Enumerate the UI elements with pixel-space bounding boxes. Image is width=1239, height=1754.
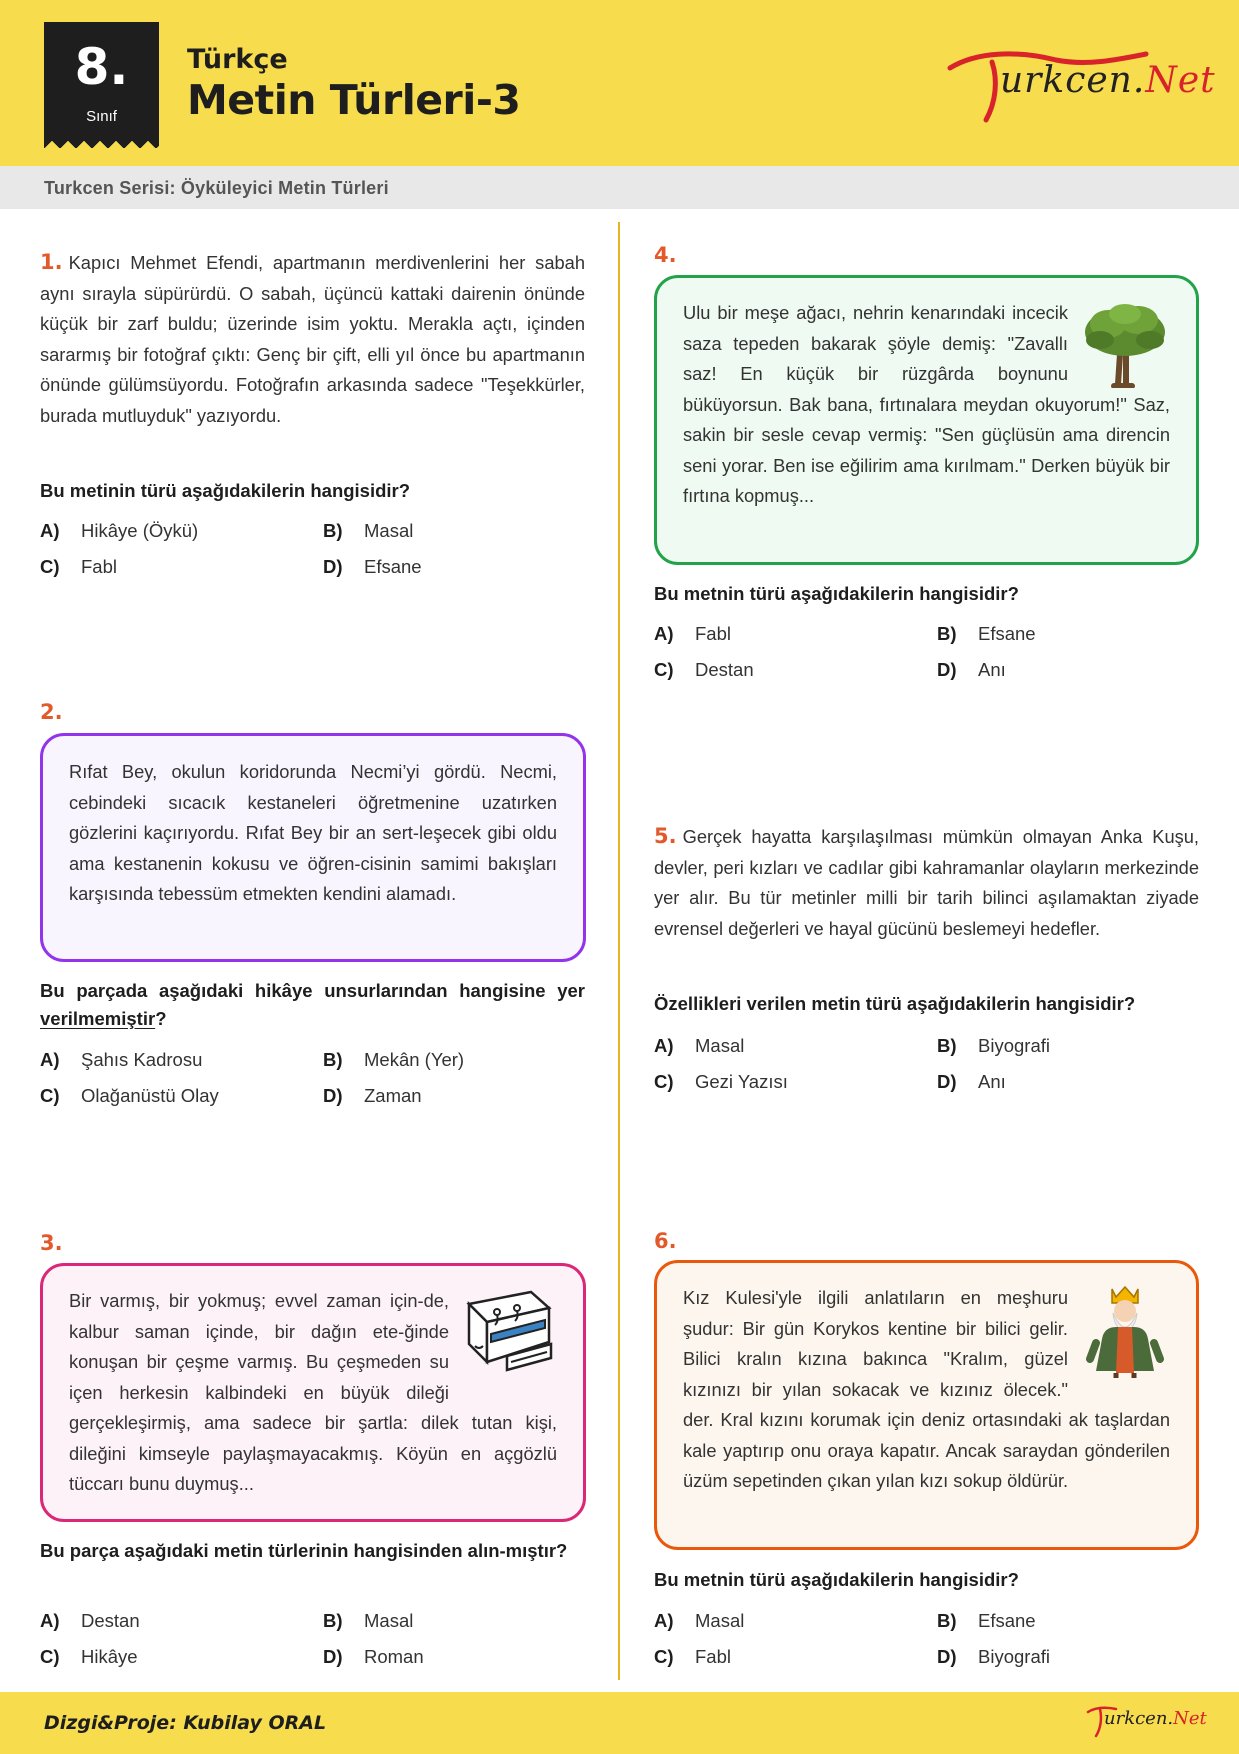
question-1-prompt: Bu metinin türü aşağıdakilerin hangisidir? — [40, 480, 411, 501]
question-4-option-a[interactable]: A) Fabl — [654, 623, 731, 644]
footer-credit: Dizgi&Proje: Kubilay ORAL — [44, 1712, 327, 1734]
question-4-prompt: Bu metnin türü aşağıdakilerin hangisidir? — [654, 583, 1019, 604]
question-3-prompt: Bu parça aşağıdaki metin türlerinin hangisinden alın-mıştır? — [40, 1540, 568, 1561]
logo-net-text: Net — [1145, 60, 1216, 101]
page-header — [0, 0, 1239, 166]
question-3-option-b[interactable]: B) Masal — [323, 1610, 414, 1631]
page-title: Metin Türleri-3 — [187, 76, 521, 124]
question-6-text: Kız Kulesi'yle ilgili anlatıların en meşhuru şudur: Bir gün Korykos kentine bir bilici gelir. Bilici kralın kızına bakınca "Kralım, güzel kızınızı bir yılan sokacak ve kızınız ölecek." der. Kral kızını korumak için deniz ortasındaki ak taşlardan kale yaptırıp onu oraya kapatır. Ancak saraydan gönderilen üzüm sepetinden çıkan yılan kızı sokup öldürür. — [683, 1287, 1170, 1491]
question-4-text: Ulu bir meşe ağacı, nehrin kenarındaki incecik saza tepeden bakarak şöyle demiş: "Zavallı saz! En küçük bir rüzgârda boynunu büküyorsun. Bak bana, fırtınalara meydan okuyorum!" Saz, sakin bir sesle cevap vermiş: "Sen güçlüsün ama direncin seni yorar. Ben ise eğilirim ama kırılmam." Derken büyük bir fırtına kopmuş... — [683, 302, 1170, 506]
question-4-box — [654, 275, 1199, 565]
question-1-option-c[interactable]: C) Fabl — [40, 556, 117, 577]
question-3-option-a[interactable]: A) Destan — [40, 1610, 140, 1631]
question-6-number: 6. — [654, 1229, 677, 1253]
question-5-prompt: Özellikleri verilen metin türü aşağıdakilerin hangisidir? — [654, 993, 1136, 1014]
question-5-option-d[interactable]: D) Anı — [937, 1071, 1006, 1092]
question-3-option-c[interactable]: C) Hikâye — [40, 1646, 138, 1667]
question-3-option-d[interactable]: D) Roman — [323, 1646, 424, 1667]
question-2-text: Rıfat Bey, okulun koridorunda Necmi’yi gördü. Necmi, cebindeki sıcacık kestaneleri öğretmenine uzatırken gözlerini kaçırıyordu. Rıfat Bey bir an sert-leşecek gibi oldu ama kestanenin kokusu ve öğren-cisinin samimi bakışları karşısında tebessüm etmekten kendini alamadı. — [69, 761, 557, 904]
question-4-option-c[interactable]: C) Destan — [654, 659, 754, 680]
fountain-icon — [461, 1286, 557, 1380]
question-4-option-b[interactable]: B) Efsane — [937, 623, 1036, 644]
question-2-option-b[interactable]: B) Mekân (Yer) — [323, 1049, 465, 1070]
question-5-number: 5. — [654, 824, 677, 848]
question-6-option-b[interactable]: B) Efsane — [937, 1610, 1036, 1631]
page-footer — [0, 1692, 1239, 1754]
question-6-option-d[interactable]: D) Biyografi — [937, 1646, 1050, 1667]
question-2-option-d[interactable]: D) Zaman — [323, 1085, 422, 1106]
logo-main-text: urkcen. — [1000, 60, 1146, 101]
question-1-option-b[interactable]: B) Masal — [323, 520, 414, 541]
oak-tree-icon — [1080, 298, 1170, 388]
question-1-number: 1. — [40, 250, 63, 274]
question-6-box — [654, 1260, 1199, 1550]
question-2-prompt: Bu parçada aşağıdaki hikâye unsurlarından hangisine yer verilmemiştir? — [40, 980, 585, 1029]
question-6-option-a[interactable]: A) Masal — [654, 1610, 745, 1631]
question-4-number: 4. — [654, 243, 677, 267]
question-1-option-a[interactable]: A) Hikâye (Öykü) — [40, 520, 199, 541]
grade-badge — [44, 22, 159, 136]
question-2-option-c[interactable]: C) Olağanüstü Olay — [40, 1085, 219, 1106]
column-divider — [618, 222, 620, 1680]
underlined-word: verilmemiştir — [40, 1008, 156, 1029]
question-3-number: 3. — [40, 1231, 63, 1255]
question-1-text — [40, 247, 585, 431]
grade-number: 8. — [74, 38, 129, 96]
question-5-option-a[interactable]: A) Masal — [654, 1035, 745, 1056]
question-4-option-d[interactable]: D) Anı — [937, 659, 1006, 680]
question-5-option-c[interactable]: C) Gezi Yazısı — [654, 1071, 788, 1092]
question-2-number: 2. — [40, 700, 63, 724]
subject-label: Türkçe — [187, 44, 288, 75]
question-1-option-d[interactable]: D) Efsane — [323, 556, 422, 577]
king-icon — [1080, 1283, 1170, 1379]
question-5-option-b[interactable]: B) Biyografi — [937, 1035, 1050, 1056]
question-2-box — [40, 733, 586, 962]
question-2-option-a[interactable]: A) Şahıs Kadrosu — [40, 1049, 203, 1070]
question-6-prompt: Bu metnin türü aşağıdakilerin hangisidir? — [654, 1569, 1019, 1590]
question-3-text: Bir varmış, bir yokmuş; evvel zaman için-de, kalbur saman içinde, bir dağın ete-ğinde konuşan bir çeşme varmış. Bu çeşmeden su içen herkesin kalbindeki en büyük dileği gerçekleşirmiş, ama sadece bir şartla: dilek tutan kişi, dileğini kimseyle paylaşmayacakmış. Köyün en açgözlü tüccarı bunu duymuş... — [69, 1290, 557, 1494]
question-5-body: Gerçek hayatta karşılaşılması mümkün olmayan Anka Kuşu, devler, peri kızları ve cadılar gibi kahramanlar olayların merkezinde yer alır. Bu tür metinler milli bir tarih bilinci aşılamaktan ziyade evrensel değerleri ve hayal gücünü beslemeyi hedefler. — [654, 826, 1199, 939]
turkcen-logo — [1000, 60, 1216, 101]
footer-logo: urkcen.Net — [1104, 1708, 1207, 1729]
series-title: Turkcen Serisi: Öyküleyici Metin Türleri — [44, 178, 389, 198]
question-3-box — [40, 1263, 586, 1522]
series-bar — [0, 166, 1239, 209]
question-6-option-c[interactable]: C) Fabl — [654, 1646, 731, 1667]
grade-label: Sınıf — [86, 108, 117, 125]
question-5-text — [654, 821, 1199, 944]
question-1-body: Kapıcı Mehmet Efendi, apartmanın merdivenlerini her sabah aynı sırayla süpürürdü. O sabah, üçüncü kattaki dairenin önünde küçük bir zarf buldu; üzerinde isim yoktu. Merakla açtı, içinden sararmış bir fotoğraf çıktı: Genç bir çift, elli yıl önce bu apartmanın önünde gülümsüyordu. Fotoğrafın arkasında sadece "Teşekkürler, burada mutluyduk" yazıyordu. — [40, 252, 585, 426]
